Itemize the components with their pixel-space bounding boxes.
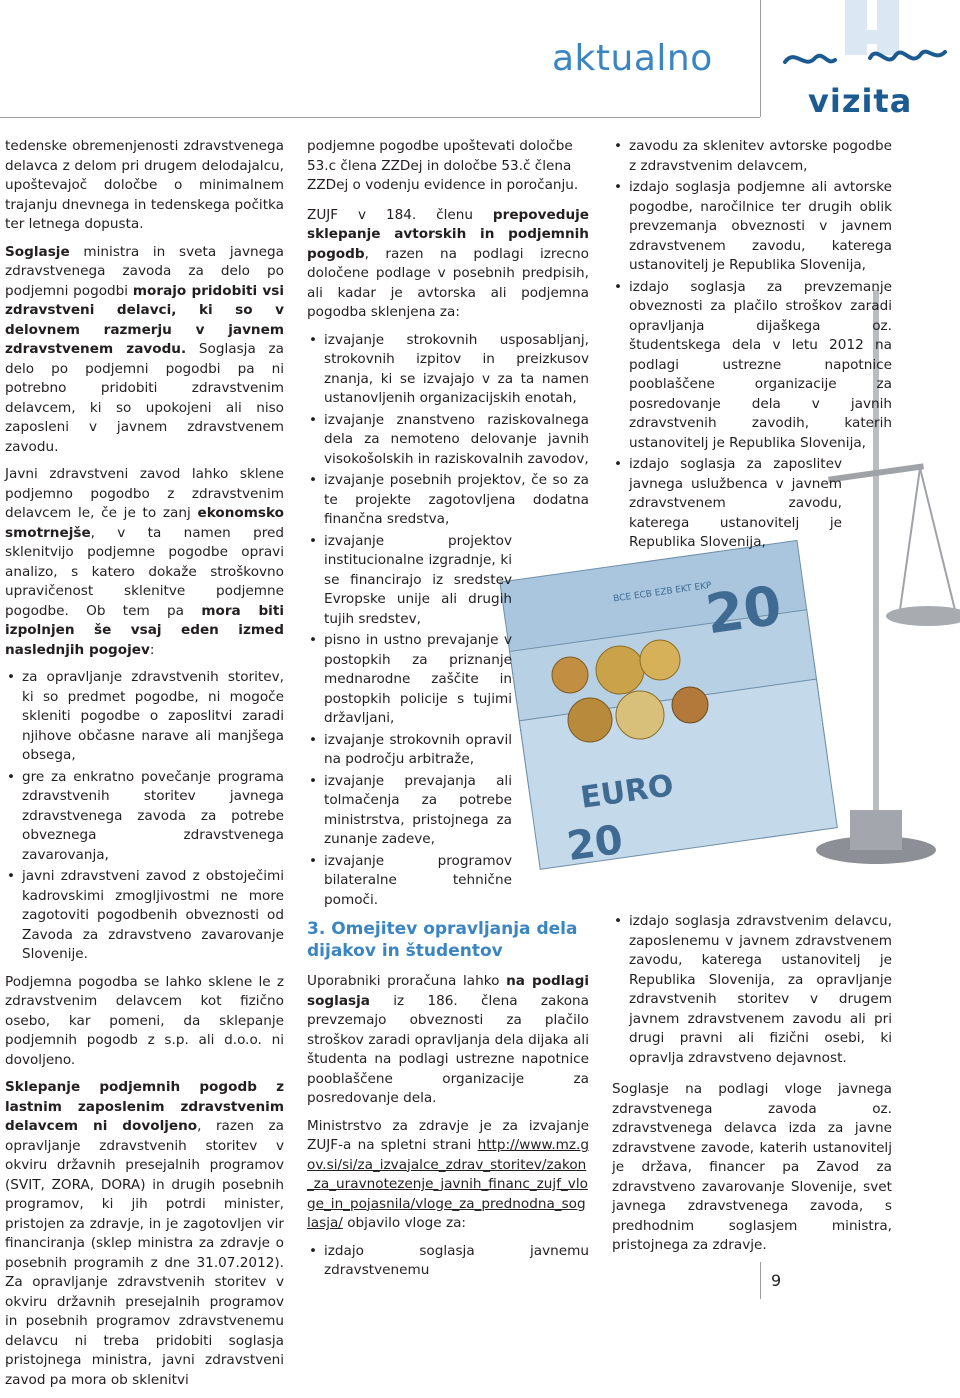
- list-item: • izdajo soglasja zdravstvenim delavcu, zaposlenemu v javnem zdravstvenem zavodu, katerega ustanovitelj je Republika Slovenija, za opravljanje zdravstvenih storitev v drugem javnem zdravstvenem zavodu ali pri drugi pravni ali fizični osebi, ki opravlja zdravstveno dejavnost.: [612, 912, 892, 1068]
- list-item: • izvajanje projektov institucionalne izgradnje, ki se financirajo iz sredstev Evropske unije ali drugih tujih sredstev,: [307, 532, 512, 630]
- list-item: • izvajanje posebnih projektov, če so za te projekte zagotovljena dodatna finančna sredstva,: [307, 471, 589, 530]
- col2-paragraph-4: Ministrstvo za zdravje je za izvajanje ZUJF-a na spletni strani http://www.mz.gov.si/si/za_izvajalce_zdrav_storitev/zakon_za_uravnotezenje_javnih_financ_zujf_vloge_in_pojasnila/vloge_za_prednodna_soglasja/ objavilo vloge za:: [307, 1117, 589, 1231]
- col2-paragraph-2: ZUJF v 184. členu prepoveduje sklepanje avtorskih in podjemnih pogodb, razen na podlagi izrecno določene podlage v posebnih predpisih, ali kadar je avtorska ali podjemna pogodba sklenjena za:: [307, 206, 589, 320]
- banknote-euro-text: EURO: [578, 768, 676, 816]
- column-3-bottom: [612, 912, 892, 1264]
- header-vertical-rule: [760, 0, 761, 117]
- col3-requests-list: [612, 137, 892, 553]
- list-item: • izvajanje programov bilateralne tehnične pomoči.: [307, 852, 512, 911]
- col1-conditions-list: [5, 668, 284, 965]
- list-item: • izvajanje znanstveno raziskovalnega dela za nemoteno delovanje javnih visokošolskih in raziskovalnih zavodov,: [307, 411, 589, 470]
- header-rule: [0, 117, 760, 118]
- column-1: [5, 137, 284, 1398]
- banknote-value: 20: [702, 573, 786, 647]
- list-item: • izdajo soglasja za prevzemanje obveznosti za plačilo stroškov zaradi opravljanja dijaškega oz. študentskega dela v letu 2012 na podlagi ustrezne napotnice pooblaščene organizacije za posredovanje dela v javnih zdravstvenih zavodih, katerih ustanovitelj je Republika Slovenija,: [612, 278, 892, 454]
- column-3: [612, 137, 892, 561]
- logo-wordmark: vizita: [808, 82, 913, 120]
- col2-paragraph-3: Uporabniki proračuna lahko na podlagi soglasja iz 186. člena zakona prevzemajo obveznosti za plačilo stroškov zaradi opravljanja dela dijaka ali študenta na podlagi ustrezne napotnice pooblaščene organizacije za posredovanje dela.: [307, 973, 589, 1106]
- col1-paragraph-3: Javni zdravstveni zavod lahko sklene podjemno pogodbo z zdravstvenim delavcem le, če je to zanj ekonomsko smotrnejše, v ta namen pred sklenitvijo podjemne pogodbe opravi analizo, s katero dokaže stroškovno upravičenost sklenitve podjemne pogodbe. Ob tem pa mora biti izpolnjen še vsaj eden izmed naslednjih pogojev:: [5, 466, 285, 658]
- list-item: • zavodu za sklenitev avtorske pogodbe z zdravstvenim delavcem,: [612, 137, 892, 176]
- list-item: • izvajanje strokovnih usposabljanj, strokovnih izpitov in preizkusov znanja, ki se izvajajo v za ta namen ustanovljenih organizacijskih enotah,: [307, 331, 589, 409]
- col2-exceptions-list: [307, 331, 589, 911]
- page-number-rule: [760, 1262, 761, 1299]
- column-2: [307, 137, 589, 1289]
- ministry-link[interactable]: http://www.mz.gov.si/si/za_izvajalce_zdrav_storitev/zakon_za_uravnotezenje_javnih_financ_zujf_vloge_in_pojasnila/vloge_za_prednodna_soglasja/: [307, 1137, 589, 1231]
- list-item: • izdajo soglasja za zaposlitev javnega uslužbenca v javnem zdravstvenem zavodu, katerega ustanovitelj je Republika Slovenija,: [612, 455, 842, 553]
- col3-requests-list-continued: [612, 912, 892, 1068]
- section-title: aktualno: [552, 38, 713, 79]
- col1-paragraph-4: Podjemna pogodba se lahko sklene le z zdravstvenim delavcem kot fizično osebo, kar pomeni, da sklepanje podjemnih pogodb z s.p. ali d.o.o. ni dovoljeno.: [5, 973, 284, 1068]
- list-item: • za opravljanje zdravstvenih storitev, ki so predmet pogodbe, ni mogoče skleniti pogodbe o zaposlitvi zaradi njihove občasne narave ali manjšega obsega,: [5, 668, 284, 766]
- subheading: 3. Omejitev opravljanja dela dijakov in študentov: [307, 919, 578, 961]
- list-item: • gre za enkratno povečanje programa zdravstvenih storitev javnega zdravstvenega zavoda za potrebe obveznega zdravstvenega zavarovanja,: [5, 768, 284, 866]
- list-item: • izvajanje strokovnih opravil na področju arbitraže,: [307, 731, 512, 770]
- col3-closing-paragraph: Soglasje na podlagi vloge javnega zdravstvenega zavoda oz. zdravstvenega delavca izda za javne zdravstvene zavode, katerih ustanovitelj je država, financer pa Zavod za zdravstveno zavarovanje Slovenije, svet javnega zdravstvenega zavoda, s predhodnim soglasjem ministra, pristojnega za zdravje.: [612, 1081, 892, 1253]
- col2-paragraph-1: podjemne pogodbe upoštevati določbe 53.c člena ZZDej in določbe 53.č člena ZZDej o vodenju evidence in poročanju.: [307, 138, 579, 193]
- banknote-bce-text: BCE ECB EZB EKT EKP: [612, 580, 713, 605]
- list-item: • izvajanje prevajanja ali tolmačenja za potrebe ministrstva, pristojnega za zunanje zadeve,: [307, 772, 512, 850]
- list-item: • javni zdravstveni zavod z obstoječimi kadrovskimi zmogljivostmi ne more zagotoviti pogodbenih obveznosti od Zavoda za zdravstveno zavarovanje Slovenije.: [5, 867, 284, 965]
- list-item: • pisno in ustno prevajanje v postopkih za priznanje mednarodne zaščite in postopkih policije s tujimi državljani,: [307, 631, 512, 729]
- col2-requests-list: [307, 1242, 589, 1281]
- col1-paragraph-1: tedenske obremenjenosti zdravstvenega delavca z delom pri drugem delodajalcu, upoštevajoč določbe o minimalnem trajanju dnevnega in tedenskega počitka ter letnega dopusta.: [5, 138, 284, 232]
- list-item: • izdajo soglasja podjemne ali avtorske pogodbe, naročilnice ter drugih oblik prevzemanja obveznosti v javnem zdravstvenem zavodu, katerega ustanovitelj je Republika Slovenija,: [612, 178, 892, 276]
- col1-paragraph-5: Sklepanje podjemnih pogodb z lastnim zaposlenim zdravstvenim delavcem ni dovoljeno, razen za opravljanje zdravstvenih storitev v okviru državnih presejalnih programov (SVIT, ZORA, DORA) in drugih posebnih programov, ki jih potrdi minister, pristojen za zdravje, in je zagotovljen vir financiranja (sklep ministra za zdravje o posebnih programih z dne 31.07.2012). Za opravljanje zdravstvenih storitev v okviru državnih presejalnih programov in posebnih programov zdravstvenemu delavcu ni treba pridobiti soglasja pristojnega ministra, javni zdravstveni zavod pa mora ob sklenitvi: [5, 1079, 284, 1388]
- col1-paragraph-2: Soglasje ministra in sveta javnega zdravstvenega zavoda za delo po podjemni pogodbi morajo pridobiti vsi zdravstveni delavci, ki so v delovnem razmerju v javnem zdravstvenem zavodu. Soglasja za delo po podjemni pogodbi pa ni potrebno pridobiti zdravstvenim delavcem, ki so upokojeni ali niso zaposleni v javnem zdravstvenem zavodu.: [5, 243, 284, 455]
- page-number: 9: [771, 1271, 782, 1290]
- svg-text:20: 20: [564, 816, 626, 871]
- list-item: • izdajo soglasja javnemu zdravstvenemu: [307, 1242, 589, 1281]
